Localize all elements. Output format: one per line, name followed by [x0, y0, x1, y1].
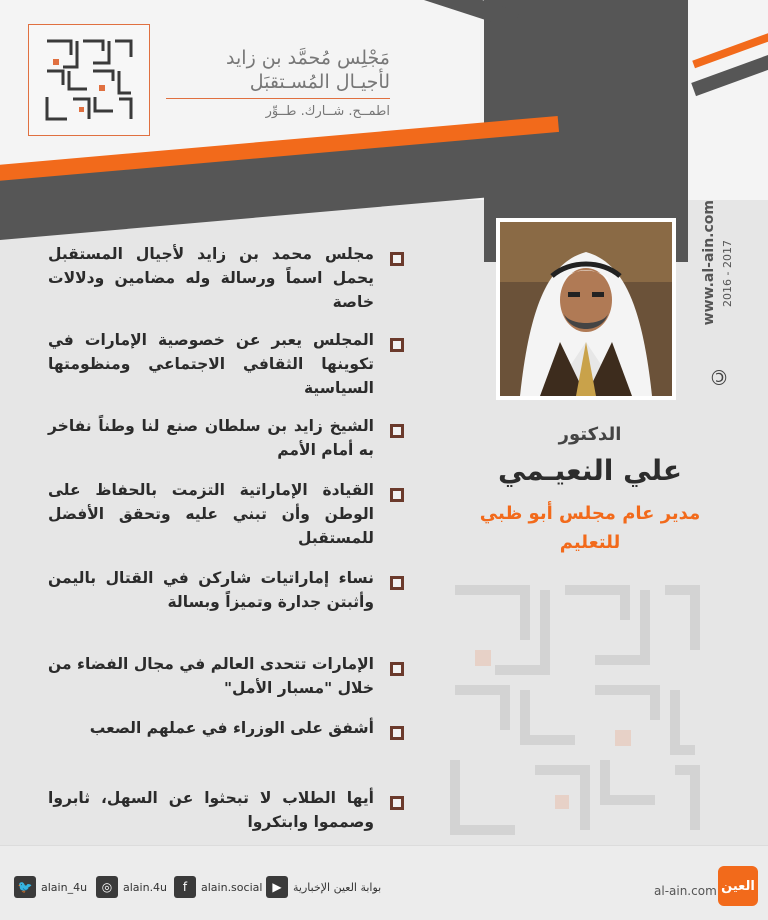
portrait-illustration	[500, 222, 672, 396]
quote-text: مجلس محمد بن زايد لأجيال المستقبل يحمل اسماً ورسالة وله مضامين ودلالات خاصة	[48, 245, 374, 311]
bullet-box-icon	[390, 488, 404, 502]
council-name-line2: لأجيـال المُسـتقبَل	[249, 71, 390, 93]
bullet-box-icon	[390, 796, 404, 810]
bullet-box-icon	[390, 662, 404, 676]
twitter-link[interactable]	[14, 876, 87, 898]
twitter-handle: alain_4u	[41, 880, 88, 894]
quote-text: أشفق على الوزراء في عملهم الصعب	[89, 719, 374, 737]
bullet-box-icon	[390, 424, 404, 438]
kufic-logo-icon	[43, 37, 135, 123]
person-position-line2: للتعليم	[559, 532, 621, 553]
instagram-link[interactable]	[96, 876, 167, 898]
facebook-handle: alain.social	[201, 880, 263, 894]
site-credit	[697, 200, 737, 390]
person-name: علي النعيـمي	[497, 454, 683, 487]
bullet-box-icon	[390, 726, 404, 740]
person-position-line1: مدير عام مجلس أبو ظبي	[479, 503, 701, 524]
portrait-photo	[500, 222, 672, 396]
bullet-box-icon	[390, 338, 404, 352]
quote-text: نساء إماراتيات شاركن في القتال باليمن وأثبتن جدارة وتميزاً وبسالة	[48, 569, 374, 611]
quote-text: المجلس يعبر عن خصوصية الإمارات في تكوينها الثقافي الاجتماعي ومنظومتها السياسية	[48, 331, 374, 397]
credit-site: www.al-ain.com	[701, 200, 717, 326]
council-name-line1: مَجْلِس مُحمَّد بن زايد	[226, 47, 390, 69]
quote-text: الشيخ زايد بن سلطان صنع لنا وطناً نفاخر به أمام الأمم	[48, 417, 374, 459]
twitter-icon: 🐦	[14, 876, 36, 898]
kufic-watermark-icon	[445, 580, 705, 840]
youtube-icon: ▶	[266, 876, 288, 898]
footer-bar	[0, 845, 768, 920]
facebook-link[interactable]	[174, 876, 262, 898]
copyright-icon: ©	[707, 365, 731, 389]
person-title: الدكتور	[558, 424, 622, 445]
site-link[interactable]: al-ain.com	[654, 884, 717, 898]
council-name	[166, 46, 390, 94]
quote-text: القيادة الإماراتية التزمت بالحفاظ على الوطن وأن تبني عليه وتحقق الأفضل للمستقبل	[48, 481, 374, 547]
bullet-box-icon	[390, 576, 404, 590]
quote-text: الإمارات تتحدى العالم في مجال الفضاء من خلال "مسبار الأمل"	[48, 655, 374, 697]
facebook-icon: f	[174, 876, 196, 898]
youtube-link[interactable]	[266, 876, 381, 898]
youtube-channel: بوابة العين الإخبارية	[293, 880, 382, 894]
portrait-frame	[496, 218, 676, 400]
bullet-box-icon	[390, 252, 404, 266]
council-slogan: اطمــح. شــارك. طــوِّر	[265, 104, 390, 119]
instagram-icon: ◎	[96, 876, 118, 898]
credit-years: 2016 - 2017	[721, 240, 734, 307]
instagram-handle: alain.4u	[123, 880, 168, 894]
council-logo	[28, 24, 150, 136]
quote-text: أيها الطلاب لا تبحثوا عن السهل، ثابروا وصمموا وابتكروا	[48, 789, 374, 831]
council-divider	[166, 98, 390, 99]
brand-logo: العين	[718, 866, 758, 906]
